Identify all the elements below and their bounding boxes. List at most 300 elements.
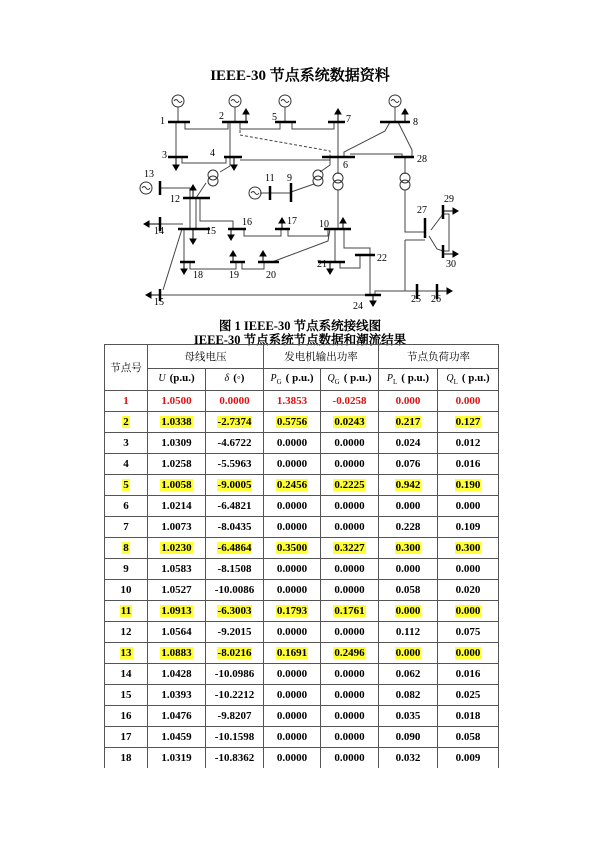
cell-node xyxy=(105,601,148,622)
cell-value: 1.0913 xyxy=(161,605,192,617)
cell-qg xyxy=(321,706,379,727)
cell-ql xyxy=(438,664,499,685)
cell-value: -10.1598 xyxy=(214,731,255,743)
sub-header xyxy=(379,369,438,391)
cell-delta xyxy=(206,601,264,622)
node-label: 8 xyxy=(413,117,418,128)
cell-value: 0.0000 xyxy=(276,500,308,512)
cell-qg xyxy=(321,559,379,580)
cell-value: 0.000 xyxy=(455,395,481,407)
cell-value: 1.0058 xyxy=(161,479,192,491)
cell-ql xyxy=(438,475,499,496)
cell-value: 0.032 xyxy=(395,752,421,764)
node-label: 5 xyxy=(272,112,277,123)
sub-header-unit: ( p.u.) xyxy=(285,372,314,385)
cell-pg xyxy=(264,601,321,622)
load-arrow-icon xyxy=(190,185,196,198)
cell-value: 0.3500 xyxy=(276,542,308,554)
cell-value: -6.3003 xyxy=(217,605,252,617)
cell-value: 0.082 xyxy=(395,689,421,701)
cell-value: 9 xyxy=(123,563,129,575)
node-label: 24 xyxy=(353,301,363,312)
cell-pl xyxy=(379,559,438,580)
load-arrow-icon xyxy=(279,218,285,229)
cell-node xyxy=(105,559,148,580)
cell-ql xyxy=(438,433,499,454)
cell-value: 0.0000 xyxy=(334,710,365,722)
load-arrows xyxy=(144,109,458,306)
cell-value: -2.7374 xyxy=(217,416,252,428)
cell-qg xyxy=(321,580,379,601)
sub-header xyxy=(206,369,264,391)
header-generator-output: 发电机输出功率 xyxy=(264,345,379,369)
cell-value: 0.1761 xyxy=(334,605,365,617)
cell-ql xyxy=(438,601,499,622)
node-label: 13 xyxy=(144,169,154,180)
cell-value: 1.0476 xyxy=(161,710,192,722)
table-row xyxy=(105,517,499,538)
cell-value: 0.3227 xyxy=(334,542,365,554)
node-label: 10 xyxy=(319,219,329,230)
cell-qg xyxy=(321,517,379,538)
cell-value: 0.020 xyxy=(455,584,481,596)
cell-value: 1.0230 xyxy=(161,542,192,554)
cell-pl xyxy=(379,748,438,769)
sub-header xyxy=(148,369,206,391)
cell-value: 13 xyxy=(120,647,132,659)
cell-pl xyxy=(379,643,438,664)
cell-value: 14 xyxy=(120,668,132,680)
cell-value: 1.0319 xyxy=(161,752,192,764)
cell-ql xyxy=(438,727,499,748)
cell-value: 0.0000 xyxy=(219,395,250,407)
cell-value: 0.012 xyxy=(455,437,481,449)
cell-u xyxy=(148,454,206,475)
cell-node xyxy=(105,517,148,538)
sub-header-symbol: δ xyxy=(224,373,230,385)
cell-pl xyxy=(379,664,438,685)
cell-value: 0.016 xyxy=(455,668,481,680)
generator-icon xyxy=(172,95,184,107)
cell-value: 0.0000 xyxy=(276,668,308,680)
cell-value: -10.2212 xyxy=(214,689,255,701)
load-arrow-icon xyxy=(340,218,346,229)
table-row xyxy=(105,538,499,559)
transformer-icon xyxy=(208,170,218,186)
cell-value: 11 xyxy=(120,605,132,617)
transformer-icon xyxy=(333,173,343,190)
sub-header xyxy=(438,369,499,391)
cell-value: 1.3853 xyxy=(276,395,308,407)
cell-ql xyxy=(438,412,499,433)
cell-node xyxy=(105,538,148,559)
cell-value: 0.090 xyxy=(395,731,421,743)
cell-node xyxy=(105,748,148,769)
cell-value: 17 xyxy=(120,731,132,743)
cell-ql xyxy=(438,685,499,706)
cell-value: 0.0000 xyxy=(334,500,365,512)
sub-header-unit: ( p.u.) xyxy=(461,372,490,385)
sub-header-subscript: G xyxy=(334,378,340,387)
cell-delta xyxy=(206,664,264,685)
cell-value: 0.0000 xyxy=(334,437,365,449)
cell-ql xyxy=(438,517,499,538)
node-label: 21 xyxy=(317,259,327,270)
cell-u xyxy=(148,475,206,496)
sub-header-subscript: L xyxy=(393,378,398,387)
cell-value: 0.035 xyxy=(395,710,421,722)
cell-value: -8.0435 xyxy=(217,521,252,533)
cell-value: 0.062 xyxy=(395,668,421,680)
node-label: 25 xyxy=(411,294,421,305)
cell-value: 0.000 xyxy=(395,647,421,659)
cell-value: 0.0000 xyxy=(276,437,308,449)
load-arrow-icon xyxy=(335,109,341,122)
cell-node xyxy=(105,496,148,517)
cell-value: 0.127 xyxy=(455,416,481,428)
cell-value: 0.000 xyxy=(455,500,481,512)
cell-value: 0.000 xyxy=(395,395,421,407)
cell-pl xyxy=(379,706,438,727)
cell-node xyxy=(105,412,148,433)
transformer-icon xyxy=(313,170,323,186)
cell-pl xyxy=(379,517,438,538)
cell-value: 0.058 xyxy=(395,584,421,596)
cell-qg xyxy=(321,475,379,496)
cell-qg xyxy=(321,727,379,748)
cell-u xyxy=(148,622,206,643)
cell-value: -6.4864 xyxy=(217,542,252,554)
cell-value: 0.0000 xyxy=(276,563,308,575)
cell-value: 0.2456 xyxy=(276,479,308,491)
cell-value: 0.000 xyxy=(395,500,421,512)
cell-value: 0.018 xyxy=(455,710,481,722)
sub-header xyxy=(264,369,321,391)
cell-delta xyxy=(206,412,264,433)
cell-node xyxy=(105,706,148,727)
cell-value: 0.000 xyxy=(395,563,421,575)
cell-delta xyxy=(206,727,264,748)
node-label: 20 xyxy=(266,270,276,281)
sub-header-symbol: Q xyxy=(446,373,454,385)
cell-qg xyxy=(321,664,379,685)
load-arrow-icon xyxy=(243,109,249,122)
cell-u xyxy=(148,727,206,748)
cell-pl xyxy=(379,580,438,601)
cell-pl xyxy=(379,727,438,748)
cell-delta xyxy=(206,433,264,454)
cell-value: 12 xyxy=(120,626,132,638)
cell-qg xyxy=(321,496,379,517)
node-label: 3 xyxy=(162,150,167,161)
node-label: 30 xyxy=(446,259,456,270)
cell-delta xyxy=(206,559,264,580)
cell-pl xyxy=(379,622,438,643)
cell-ql xyxy=(438,580,499,601)
cell-qg xyxy=(321,391,379,412)
table-row xyxy=(105,412,499,433)
cell-value: -9.8207 xyxy=(217,710,252,722)
cell-delta xyxy=(206,517,264,538)
cell-value: 1 xyxy=(123,395,129,407)
cell-value: 0.0000 xyxy=(276,731,308,743)
table-row xyxy=(105,475,499,496)
cell-u xyxy=(148,391,206,412)
cell-node xyxy=(105,727,148,748)
cell-u xyxy=(148,664,206,685)
sub-header-symbol: U xyxy=(158,373,166,385)
cell-value: 0.000 xyxy=(455,563,481,575)
load-arrow-icon xyxy=(443,251,458,257)
cell-pl xyxy=(379,412,438,433)
header-bus-voltage: 母线电压 xyxy=(148,345,264,369)
cell-value: 0.0000 xyxy=(334,563,365,575)
table-row xyxy=(105,391,499,412)
cell-value: 1.0258 xyxy=(161,458,192,470)
sub-header-unit: ( p.u.) xyxy=(401,372,430,385)
cell-value: 0.942 xyxy=(395,479,421,491)
cell-node xyxy=(105,622,148,643)
cell-value: 0.024 xyxy=(395,437,421,449)
cell-value: -4.6722 xyxy=(217,437,252,449)
table-row xyxy=(105,727,499,748)
cell-value: 7 xyxy=(123,521,129,533)
node-label: 19 xyxy=(229,270,239,281)
cell-delta xyxy=(206,685,264,706)
node-label: 11 xyxy=(265,173,275,184)
cell-u xyxy=(148,538,206,559)
cell-pg xyxy=(264,517,321,538)
cell-value: -8.0216 xyxy=(217,647,252,659)
node-label: 15 xyxy=(154,297,164,308)
generator-icon xyxy=(279,95,291,107)
cell-pl xyxy=(379,391,438,412)
cell-value: 1.0527 xyxy=(161,584,192,596)
load-arrow-icon xyxy=(228,229,234,240)
cell-pl xyxy=(379,475,438,496)
cell-value: 0.075 xyxy=(455,626,481,638)
cell-ql xyxy=(438,622,499,643)
cell-u xyxy=(148,559,206,580)
cell-value: 18 xyxy=(120,752,132,764)
cell-value: 0.0000 xyxy=(276,584,308,596)
cell-node xyxy=(105,664,148,685)
cell-delta xyxy=(206,454,264,475)
cell-value: 0.0000 xyxy=(276,752,308,764)
cell-delta xyxy=(206,538,264,559)
sub-header xyxy=(321,369,379,391)
load-arrow-icon xyxy=(443,208,458,214)
sub-header-unit: ( p.u.) xyxy=(343,372,372,385)
cell-value: 0.0000 xyxy=(276,626,308,638)
cell-value: 6 xyxy=(123,500,129,512)
cell-value: -5.5963 xyxy=(217,458,252,470)
cell-delta xyxy=(206,391,264,412)
generator-icon xyxy=(389,95,401,107)
table-row xyxy=(105,559,499,580)
cell-pg xyxy=(264,454,321,475)
cell-ql xyxy=(438,496,499,517)
cell-value: 2 xyxy=(123,416,129,428)
cell-pl xyxy=(379,685,438,706)
cell-value: 8 xyxy=(123,542,129,554)
cell-value: 0.300 xyxy=(455,542,481,554)
cell-qg xyxy=(321,412,379,433)
cell-value: 0.0000 xyxy=(276,521,308,533)
cell-pg xyxy=(264,727,321,748)
cell-value: 0.058 xyxy=(455,731,481,743)
node-label: 4 xyxy=(210,148,215,159)
cell-pg xyxy=(264,643,321,664)
cell-value: 1.0214 xyxy=(161,500,192,512)
cell-u xyxy=(148,517,206,538)
cell-value: 0.0000 xyxy=(276,689,308,701)
cell-value: 0.112 xyxy=(395,626,421,638)
table-row xyxy=(105,664,499,685)
ieee30-one-line-diagram xyxy=(0,0,600,320)
cell-qg xyxy=(321,748,379,769)
cell-node xyxy=(105,433,148,454)
load-arrow-icon xyxy=(181,262,187,274)
cell-value: -10.0986 xyxy=(214,668,255,680)
cell-pg xyxy=(264,580,321,601)
cell-value: 0.217 xyxy=(395,416,421,428)
cell-ql xyxy=(438,454,499,475)
cell-u xyxy=(148,601,206,622)
table-row xyxy=(105,601,499,622)
cell-ql xyxy=(438,643,499,664)
lines xyxy=(160,107,449,295)
cell-value: 1.0073 xyxy=(161,521,192,533)
cell-pg xyxy=(264,706,321,727)
cell-value: 1.0564 xyxy=(161,626,192,638)
load-arrow-icon xyxy=(327,262,333,274)
table-row xyxy=(105,643,499,664)
cell-value: 0.025 xyxy=(455,689,481,701)
cell-value: -0.0258 xyxy=(332,395,367,407)
cell-ql xyxy=(438,706,499,727)
load-arrow-icon xyxy=(231,157,237,170)
cell-value: 0.0000 xyxy=(334,689,365,701)
cell-value: 1.0583 xyxy=(161,563,192,575)
generator-icon xyxy=(140,182,152,194)
cell-value: 0.076 xyxy=(395,458,421,470)
table-row xyxy=(105,454,499,475)
generator-icon xyxy=(249,187,261,199)
cell-value: 4 xyxy=(123,458,129,470)
cell-value: 1.0883 xyxy=(161,647,192,659)
node-label: 22 xyxy=(377,253,387,264)
cell-qg xyxy=(321,433,379,454)
cell-value: 0.0000 xyxy=(334,752,365,764)
cell-delta xyxy=(206,580,264,601)
cell-qg xyxy=(321,538,379,559)
cell-node xyxy=(105,391,148,412)
node-labels xyxy=(144,111,456,312)
header-node: 节点号 xyxy=(105,345,148,391)
cell-value: 1.0428 xyxy=(161,668,192,680)
cell-value: 1.0459 xyxy=(161,731,192,743)
node-label: 27 xyxy=(417,205,427,216)
cell-value: 15 xyxy=(120,689,132,701)
cell-value: 5 xyxy=(123,479,129,491)
cell-value: 0.1793 xyxy=(276,605,308,617)
cell-value: 0.0000 xyxy=(276,710,308,722)
cell-value: 1.0393 xyxy=(161,689,192,701)
cell-value: 16 xyxy=(120,710,132,722)
sub-header-symbol: Q xyxy=(327,373,335,385)
sub-header-symbol: P xyxy=(386,373,393,385)
cell-value: 0.5756 xyxy=(276,416,308,428)
load-arrow-icon xyxy=(190,229,196,244)
document-title: IEEE-30 节点系统数据资料 xyxy=(210,68,390,84)
cell-value: 10 xyxy=(120,584,132,596)
cell-delta xyxy=(206,622,264,643)
figure-caption: 图 1 IEEE-30 节点系统接线图 xyxy=(218,319,382,333)
cell-qg xyxy=(321,622,379,643)
cell-pg xyxy=(264,433,321,454)
cell-value: -10.0086 xyxy=(214,584,255,596)
header-node-load: 节点负荷功率 xyxy=(379,345,499,369)
cell-node xyxy=(105,685,148,706)
load-arrow-icon xyxy=(230,251,236,262)
load-arrow-icon xyxy=(370,295,376,306)
transformers xyxy=(208,170,410,190)
cell-pg xyxy=(264,391,321,412)
load-arrow-icon xyxy=(173,157,179,170)
cell-value: 0.300 xyxy=(395,542,421,554)
cell-value: 0.228 xyxy=(395,521,421,533)
cell-u xyxy=(148,412,206,433)
cell-value: 0.016 xyxy=(455,458,481,470)
node-label: 6 xyxy=(343,160,348,171)
node-label: 9 xyxy=(287,173,292,184)
cell-qg xyxy=(321,601,379,622)
cell-qg xyxy=(321,685,379,706)
cell-value: -6.4821 xyxy=(217,500,252,512)
table-row xyxy=(105,580,499,601)
cell-u xyxy=(148,580,206,601)
cell-value: 0.009 xyxy=(455,752,481,764)
cell-delta xyxy=(206,496,264,517)
node-label: 28 xyxy=(417,154,427,165)
table-row xyxy=(105,748,499,769)
node-label: 12 xyxy=(170,194,180,205)
cell-value: 0.000 xyxy=(455,647,481,659)
cell-value: 0.0000 xyxy=(334,668,365,680)
node-label: 15 xyxy=(206,226,216,237)
cell-u xyxy=(148,433,206,454)
cell-pl xyxy=(379,433,438,454)
table-row xyxy=(105,685,499,706)
cell-u xyxy=(148,748,206,769)
cell-value: 1.0309 xyxy=(161,437,192,449)
sub-header-symbol: P xyxy=(270,373,277,385)
cell-qg xyxy=(321,643,379,664)
cell-value: 0.000 xyxy=(395,605,421,617)
cell-value: -9.0005 xyxy=(217,479,252,491)
cell-pg xyxy=(264,559,321,580)
cell-u xyxy=(148,685,206,706)
cell-pg xyxy=(264,664,321,685)
node-label: 18 xyxy=(193,270,203,281)
cell-qg xyxy=(321,454,379,475)
cell-value: 0.0000 xyxy=(276,458,308,470)
cell-ql xyxy=(438,391,499,412)
cell-value: 1.0500 xyxy=(161,395,192,407)
node-label: 17 xyxy=(287,216,297,227)
cell-ql xyxy=(438,559,499,580)
